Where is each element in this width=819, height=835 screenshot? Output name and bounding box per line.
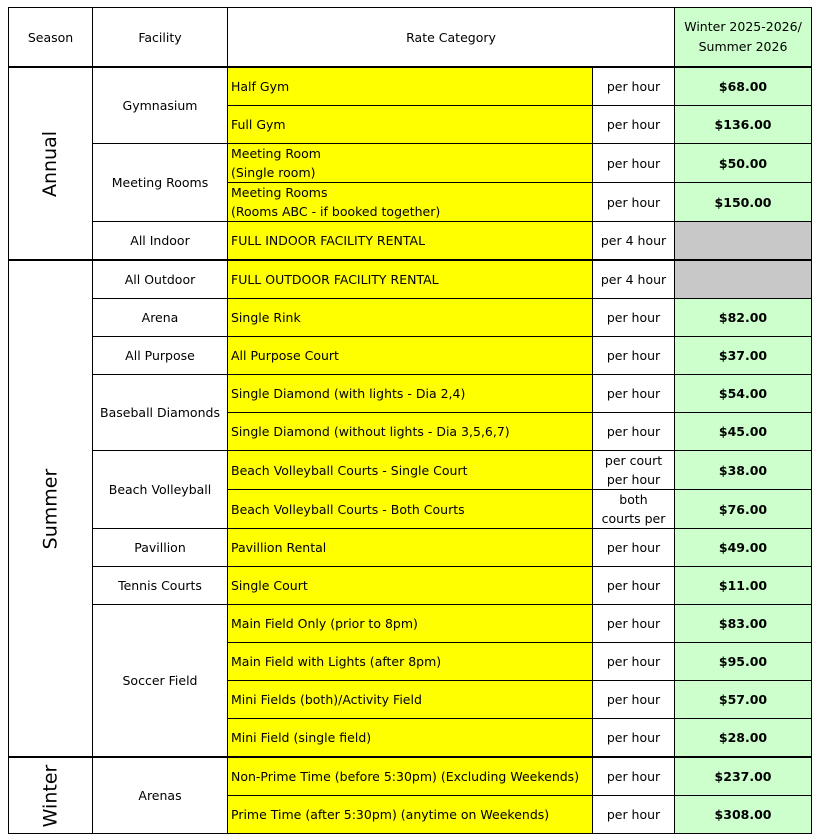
rate-price: $82.00 [675, 299, 812, 337]
rate-unit: per hour [593, 796, 675, 834]
rate-category: Non-Prime Time (before 5:30pm) (Excluding Weekends) [228, 757, 593, 796]
facility-beach-volleyball: Beach Volleyball [93, 451, 228, 529]
facility-baseball-diamonds: Baseball Diamonds [93, 375, 228, 451]
header-facility: Facility [93, 8, 228, 68]
rate-category: Meeting Rooms (Rooms ABC - if booked together) [228, 183, 593, 222]
facility-all-purpose: All Purpose [93, 337, 228, 375]
rate-unit: per hour [593, 183, 675, 222]
table-row [9, 375, 812, 413]
rate-price: $11.00 [675, 567, 812, 605]
facility-all-outdoor: All Outdoor [93, 260, 228, 299]
rate-category: Main Field Only (prior to 8pm) [228, 605, 593, 643]
facility-soccer-field: Soccer Field [93, 605, 228, 758]
rate-category: Full Gym [228, 106, 593, 144]
rate-unit: per 4 hour [593, 222, 675, 261]
facility-all-indoor: All Indoor [93, 222, 228, 261]
season-annual: Annual [9, 67, 93, 260]
rate-unit: per hour [593, 529, 675, 567]
rate-price: $28.00 [675, 719, 812, 758]
rate-price: $57.00 [675, 681, 812, 719]
rate-price: $49.00 [675, 529, 812, 567]
rate-category: Half Gym [228, 67, 593, 106]
rate-unit: per hour [593, 67, 675, 106]
rate-category: Single Diamond (without lights - Dia 3,5,6,7) [228, 413, 593, 451]
rate-price-unavailable [675, 222, 812, 261]
header-price-line2: Summer 2026 [698, 39, 788, 54]
table-row [9, 337, 812, 375]
rate-price: $308.00 [675, 796, 812, 834]
rate-category: Beach Volleyball Courts - Single Court [228, 451, 593, 490]
rate-unit: per hour [593, 106, 675, 144]
table-row [9, 299, 812, 337]
header-row [9, 8, 812, 68]
header-season: Season [9, 8, 93, 68]
rate-price: $76.00 [675, 490, 812, 529]
rate-category: Main Field with Lights (after 8pm) [228, 643, 593, 681]
rate-unit: per hour [593, 567, 675, 605]
rate-category: Mini Fields (both)/Activity Field [228, 681, 593, 719]
rate-price: $68.00 [675, 67, 812, 106]
rate-price: $50.00 [675, 144, 812, 183]
rate-unit: per hour [593, 144, 675, 183]
rate-unit: per hour [593, 757, 675, 796]
facility-gymnasium: Gymnasium [93, 67, 228, 144]
rate-category: Single Diamond (with lights - Dia 2,4) [228, 375, 593, 413]
table-row [9, 757, 812, 796]
rate-category: FULL INDOOR FACILITY RENTAL [228, 222, 593, 261]
facility-arenas: Arenas [93, 757, 228, 834]
table-row [9, 605, 812, 643]
rate-price: $150.00 [675, 183, 812, 222]
header-rate-category: Rate Category [228, 8, 675, 68]
rate-price: $54.00 [675, 375, 812, 413]
header-price-column [675, 8, 812, 68]
rate-category: Single Rink [228, 299, 593, 337]
table-row [9, 529, 812, 567]
rate-category: Pavillion Rental [228, 529, 593, 567]
rate-category: Single Court [228, 567, 593, 605]
rate-unit: per hour [593, 337, 675, 375]
header-price-line1: Winter 2025-2026/ [684, 19, 802, 34]
rate-table [8, 7, 812, 834]
rate-unit: both courts per [593, 490, 675, 529]
rate-category: Mini Field (single field) [228, 719, 593, 758]
rate-price: $37.00 [675, 337, 812, 375]
rate-unit: per hour [593, 299, 675, 337]
season-winter: Winter [9, 757, 93, 834]
rate-price: $136.00 [675, 106, 812, 144]
rate-unit: per court per hour [593, 451, 675, 490]
rate-unit: per hour [593, 605, 675, 643]
rate-category: Meeting Room (Single room) [228, 144, 593, 183]
rate-unit: per hour [593, 719, 675, 758]
rate-unit: per hour [593, 413, 675, 451]
rate-unit: per hour [593, 375, 675, 413]
table-row [9, 222, 812, 261]
rate-price: $38.00 [675, 451, 812, 490]
rate-category: FULL OUTDOOR FACILITY RENTAL [228, 260, 593, 299]
table-row [9, 567, 812, 605]
facility-arena: Arena [93, 299, 228, 337]
table-row [9, 144, 812, 183]
facility-tennis-courts: Tennis Courts [93, 567, 228, 605]
rate-price: $237.00 [675, 757, 812, 796]
table-row [9, 260, 812, 299]
rate-price: $83.00 [675, 605, 812, 643]
table-row [9, 451, 812, 490]
rate-price: $95.00 [675, 643, 812, 681]
rate-unit: per hour [593, 681, 675, 719]
season-summer: Summer [9, 260, 93, 757]
table-row [9, 67, 812, 106]
facility-meeting-rooms: Meeting Rooms [93, 144, 228, 222]
rate-unit: per hour [593, 643, 675, 681]
facility-pavillion: Pavillion [93, 529, 228, 567]
rate-category: Prime Time (after 5:30pm) (anytime on Weekends) [228, 796, 593, 834]
rate-price-unavailable [675, 260, 812, 299]
rate-price: $45.00 [675, 413, 812, 451]
rate-category: Beach Volleyball Courts - Both Courts [228, 490, 593, 529]
rate-category: All Purpose Court [228, 337, 593, 375]
rate-unit: per 4 hour [593, 260, 675, 299]
